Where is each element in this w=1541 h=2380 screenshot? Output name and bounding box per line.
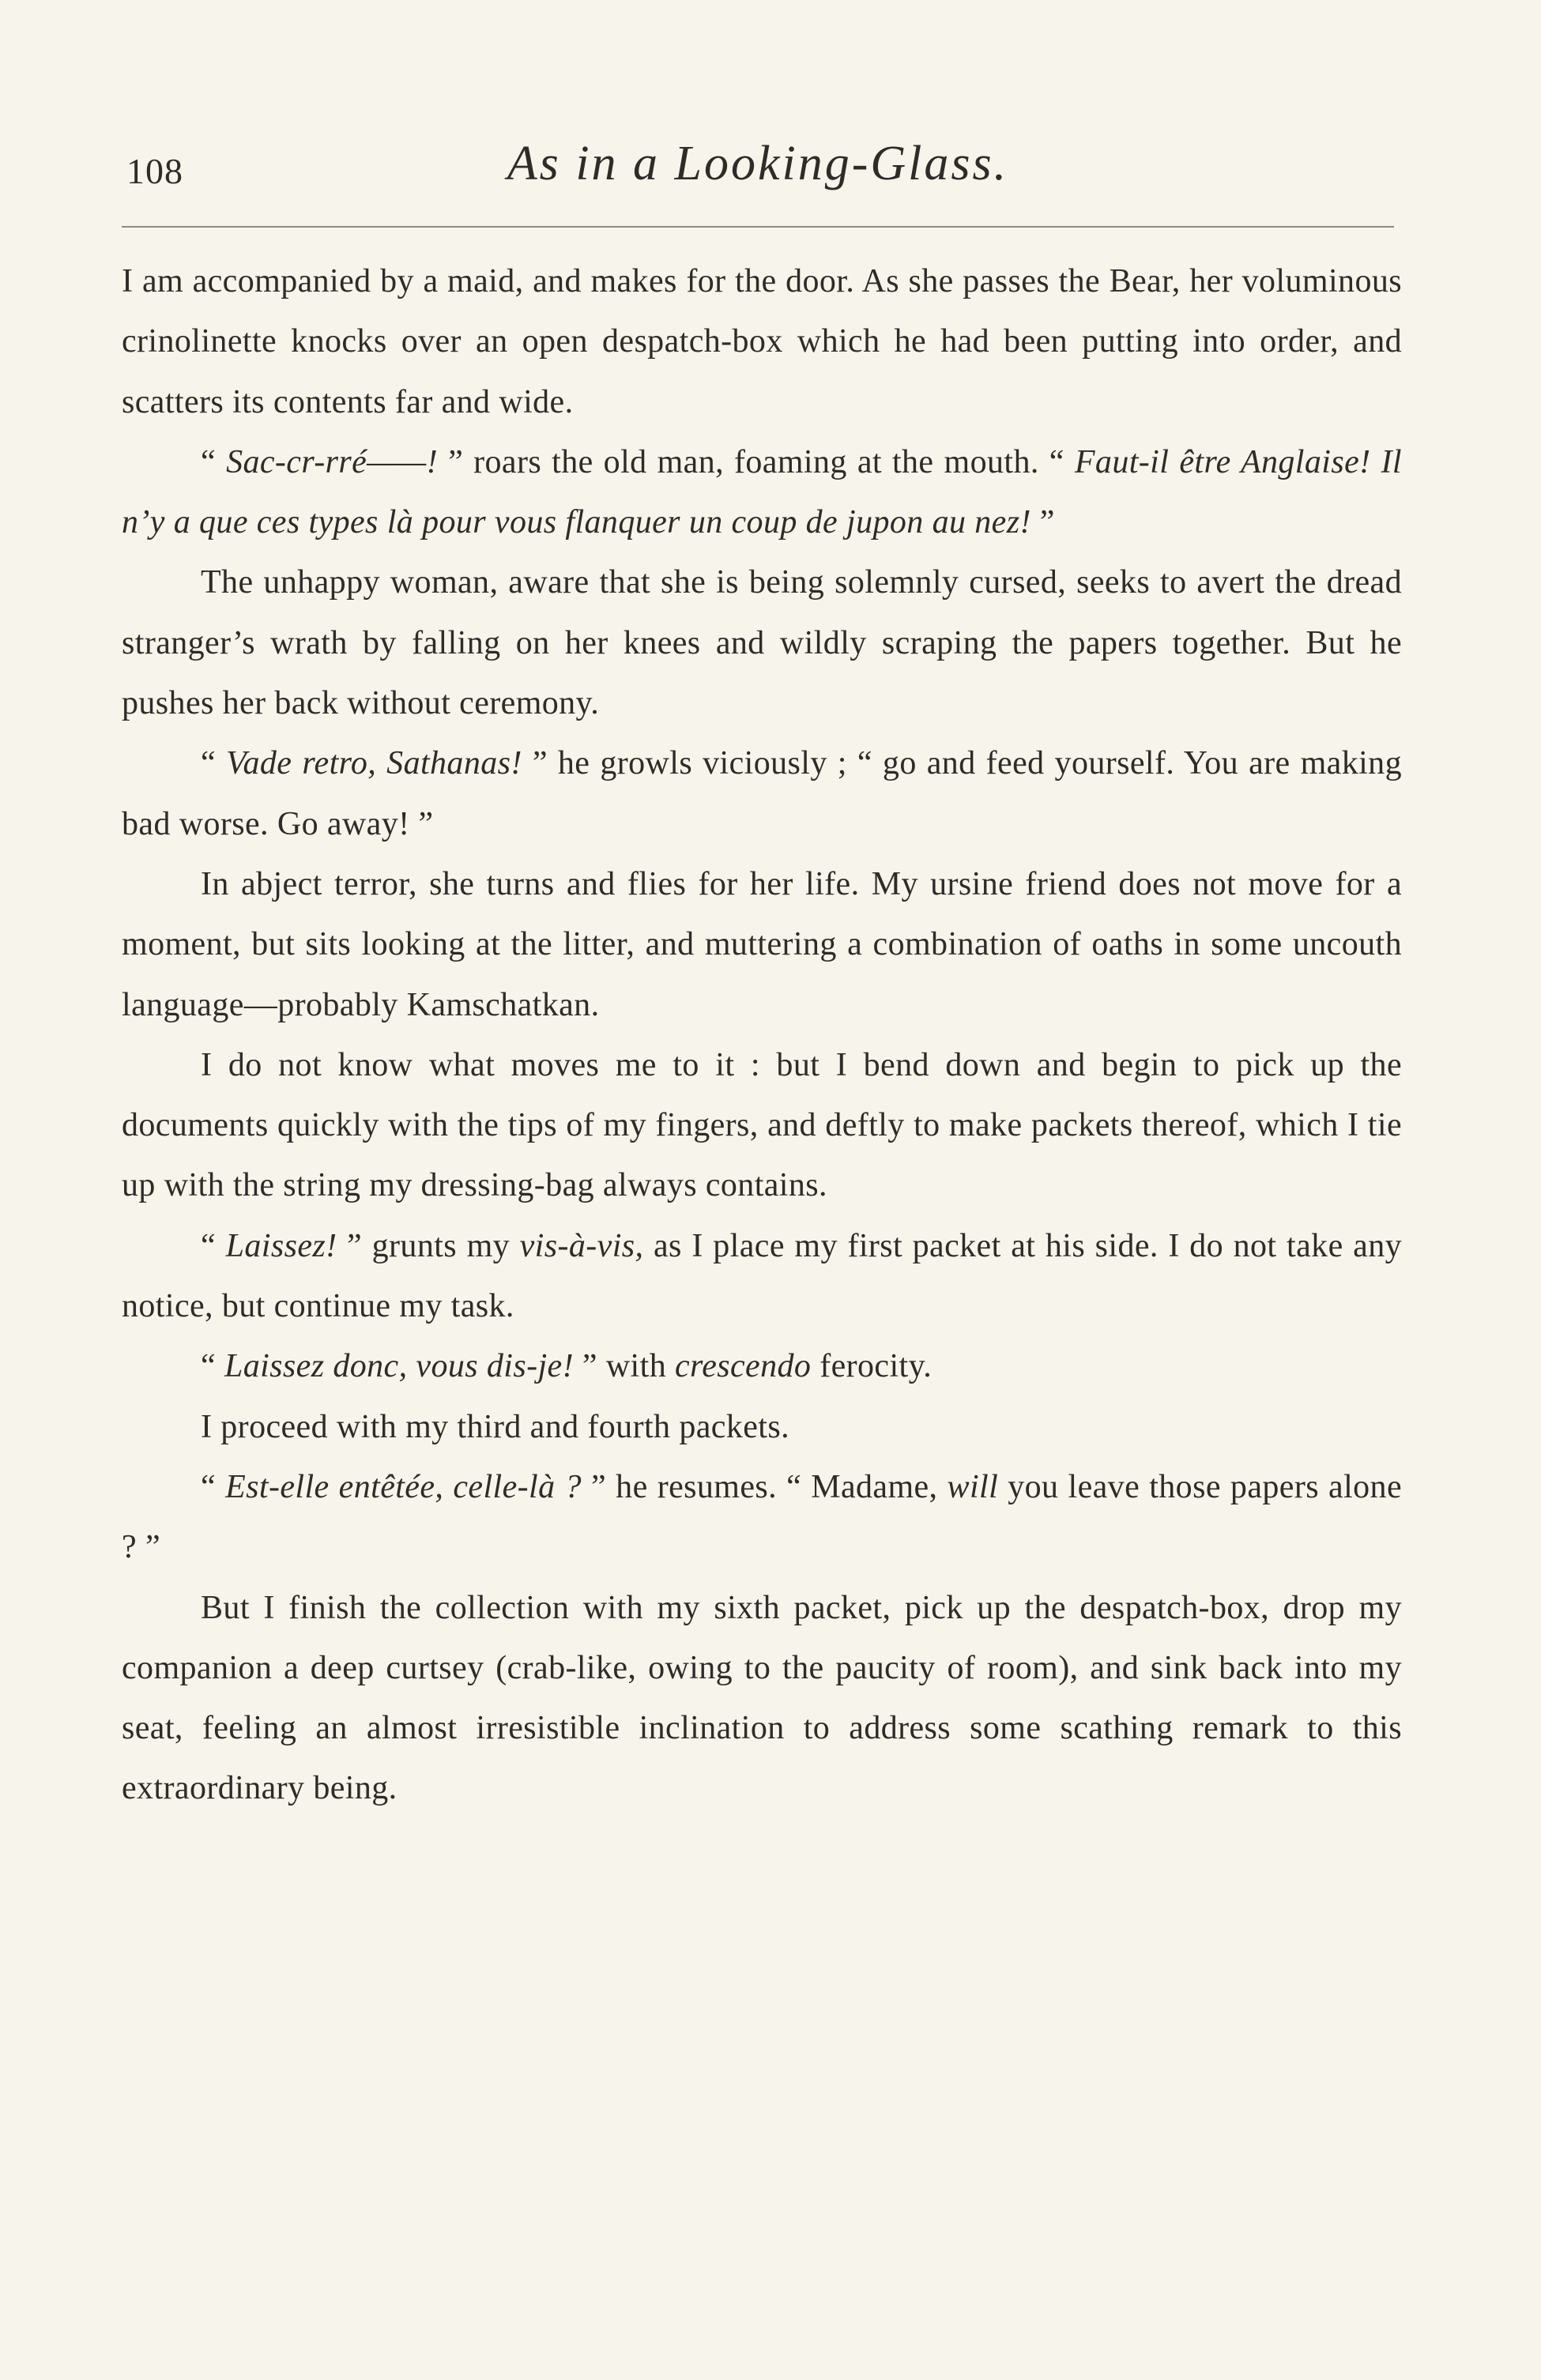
paragraph [122,1336,1402,1396]
italic-text: will [947,1468,999,1505]
paragraph [122,1457,1402,1578]
text-run: ” grunts my [337,1227,520,1264]
italic-text: Laissez donc, vous dis-je! [224,1348,574,1385]
paragraph: I proceed with my third and fourth packets. [201,1408,789,1445]
text-run: “ [201,745,227,782]
page-number: 108 [126,151,183,191]
paragraph: In abject terror, she turns and flies for her life. My ursine friend does not move for a moment, but sits looking at the litter, and muttering a combination of oaths in some uncouth language—probably Kamschatkan. [122,865,1402,1023]
text-run: ” roars the old man, foaming at the mouth. “ [438,443,1075,480]
italic-text: Vade retro, Sathanas! [226,745,522,782]
text-run: ” he growls viciously ; “ go and feed yourself. You are making bad worse. Go away! ” [122,745,1402,842]
text-run: ” he resumes. “ Madame, [581,1468,948,1505]
paragraph: But I finish the collection with my sixth packet, pick up the despatch-box, drop my companion a deep curtsey (crab-like, owing to the paucity of room), and sink back into my seat, feeling an almost irresistible inclination to address some scathing remark to this extraordinary being. [122,1589,1402,1807]
paragraph [122,733,1402,854]
italic-text: vis-à-vis, [519,1227,644,1264]
italic-text: crescendo [675,1348,812,1385]
italic-text: Faut-il être Anglaise! Il n’y a que ces types là pour vous flanquer un coup de jupon au nez! [122,443,1403,541]
text-run: ferocity. [811,1348,933,1385]
running-title: As in a Looking-Glass. [507,137,1009,190]
text-run: ” with [573,1348,675,1385]
paragraph: The unhappy woman, aware that she is being solemnly cursed, seeks to avert the dread stranger’s wrath by falling on her knees and wildly scraping the papers together. But he pushes her back without ceremony. [122,564,1402,722]
paragraph: I do not know what moves me to it : but I bend down and begin to pick up the documents quickly with the tips of my fingers, and deftly to make packets thereof, which I tie up with the string my dressing-bag always contains. [122,1046,1402,1204]
text-run: “ [201,443,227,480]
header-rule [122,226,1394,228]
text-run: “ [201,1468,226,1505]
italic-text: Sac-cr-rré——! [226,443,439,480]
italic-text: Est-elle entêtée, celle-là ? [225,1468,582,1505]
paragraph [122,1216,1402,1337]
text-run: as I place my first packet at his side. I do not take any notice, but continue my task. [122,1227,1403,1325]
paragraph: I am accompanied by a maid, and makes for the door. As she passes the Bear, her voluminous crinolinette knocks over an open despatch-box which he had been putting into order, and scatters its contents far and wide. [122,263,1402,420]
body-text [122,251,1402,1819]
paragraph [122,432,1402,553]
text-run: “ [201,1348,224,1385]
page-header [122,123,1394,210]
italic-text: Laissez! [225,1227,337,1264]
text-run: you leave those papers alone ? ” [122,1468,1402,1566]
text-run: ” [1030,504,1055,541]
text-run: “ [201,1227,226,1264]
